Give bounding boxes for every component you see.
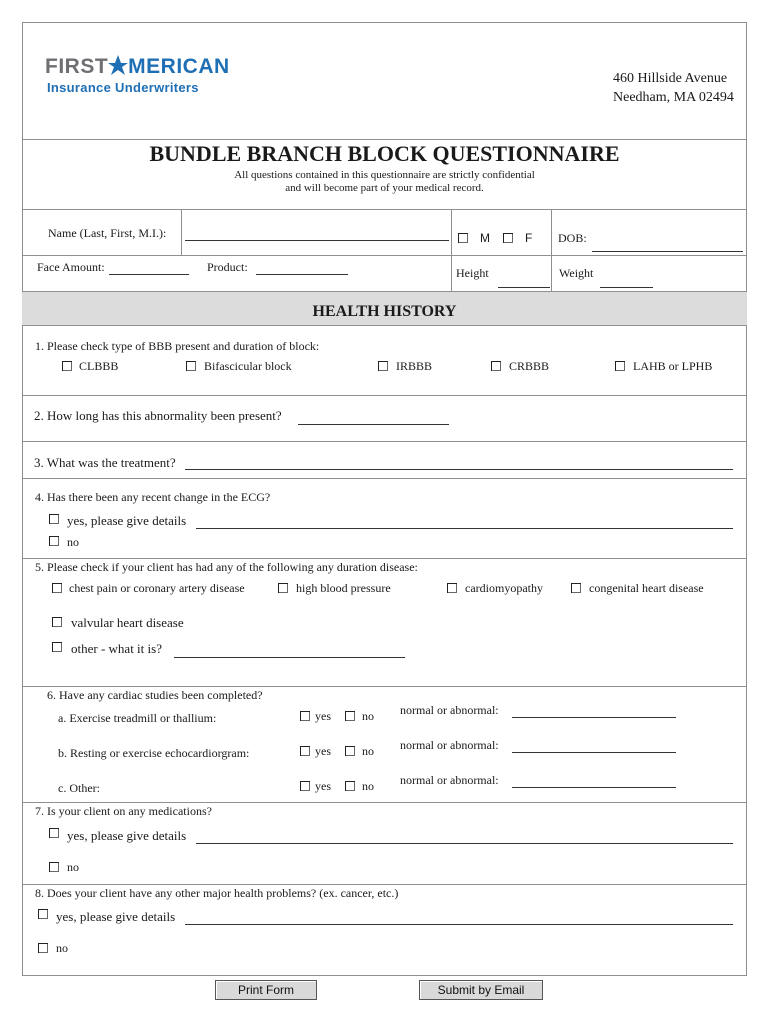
q3-field[interactable] xyxy=(185,469,733,470)
logo-american: MERICAN xyxy=(128,55,230,78)
bifascicular-label: Bifascicular block xyxy=(204,359,292,373)
name-field[interactable] xyxy=(185,240,449,241)
divider xyxy=(22,255,747,256)
q7-yes-checkbox[interactable] xyxy=(49,828,59,838)
logo-first: FIRST xyxy=(45,55,109,78)
q8-yes-label: yes, please give details xyxy=(56,909,176,924)
divider xyxy=(22,139,747,140)
q4-yes-label: yes, please give details xyxy=(67,513,187,528)
irbbb-checkbox[interactable] xyxy=(378,361,388,371)
divider xyxy=(22,802,747,803)
product-label: Product: xyxy=(207,260,248,274)
study-b-label: b. Resting or exercise echocardiorgram: xyxy=(58,746,250,760)
study-b-result-field[interactable] xyxy=(512,752,676,753)
weight-field[interactable] xyxy=(600,287,653,288)
study-a-no-label: no xyxy=(362,709,374,723)
valvular-label: valvular heart disease xyxy=(71,615,184,630)
company-logo xyxy=(45,54,230,79)
study-c-no-label: no xyxy=(362,779,374,793)
chest-pain-checkbox[interactable] xyxy=(52,583,62,593)
divider xyxy=(181,209,182,255)
study-c-label: c. Other: xyxy=(58,781,100,795)
section-title: HEALTH HISTORY xyxy=(312,303,457,320)
lahb-checkbox[interactable] xyxy=(615,361,625,371)
study-a-no-checkbox[interactable] xyxy=(345,711,355,721)
divider xyxy=(22,395,747,396)
congenital-label: congenital heart disease xyxy=(589,581,704,595)
crbbb-checkbox[interactable] xyxy=(491,361,501,371)
q8-no-label: no xyxy=(56,941,68,955)
q6-label: 6. Have any cardiac studies been completed? xyxy=(47,688,263,702)
congenital-checkbox[interactable] xyxy=(571,583,581,593)
study-c-yes-label: yes xyxy=(315,779,331,793)
q7-no-label: no xyxy=(67,860,79,874)
print-form-button[interactable]: Print Form xyxy=(215,980,317,1000)
study-b-yes-label: yes xyxy=(315,744,331,758)
study-b-no-label: no xyxy=(362,744,374,758)
divider xyxy=(22,209,747,210)
crbbb-label: CRBBB xyxy=(509,359,550,373)
confidential-line2: and will become part of your medical record. xyxy=(285,182,484,194)
page-title: BUNDLE BRANCH BLOCK QUESTIONNAIRE xyxy=(149,141,620,166)
bifascicular-checkbox[interactable] xyxy=(186,361,196,371)
logo-subtitle: Insurance Underwriters xyxy=(47,80,199,95)
other-disease-field[interactable] xyxy=(174,657,405,658)
clbbb-label: CLBBB xyxy=(79,359,119,373)
dob-field[interactable] xyxy=(592,251,743,252)
q7-yes-label: yes, please give details xyxy=(67,828,187,843)
valvular-checkbox[interactable] xyxy=(52,617,62,627)
q7-label: 7. Is your client on any medications? xyxy=(35,804,212,818)
submit-email-button[interactable]: Submit by Email xyxy=(419,980,543,1000)
height-label: Height xyxy=(456,266,489,280)
dob-label: DOB: xyxy=(558,231,587,245)
q8-details-field[interactable] xyxy=(185,924,733,925)
q1-label: 1. Please check type of BBB present and duration of block: xyxy=(35,339,320,353)
study-a-result-label: normal or abnormal: xyxy=(400,703,499,717)
female-checkbox[interactable] xyxy=(503,233,513,243)
face-amount-label: Face Amount: xyxy=(37,260,105,274)
product-field[interactable] xyxy=(256,274,348,275)
address-line1: 460 Hillside Avenue xyxy=(613,71,728,86)
irbbb-label: IRBBB xyxy=(396,359,433,373)
study-b-result-label: normal or abnormal: xyxy=(400,738,499,752)
study-b-yes-checkbox[interactable] xyxy=(300,746,310,756)
weight-label: Weight xyxy=(559,266,594,280)
male-label: M xyxy=(480,231,490,245)
q2-field[interactable] xyxy=(298,424,449,425)
study-c-no-checkbox[interactable] xyxy=(345,781,355,791)
study-b-no-checkbox[interactable] xyxy=(345,746,355,756)
q3-label: 3. What was the treatment? xyxy=(34,455,176,470)
other-disease-label: other - what it is? xyxy=(71,641,162,656)
study-c-result-label: normal or abnormal: xyxy=(400,773,499,787)
q8-no-checkbox[interactable] xyxy=(38,943,48,953)
blood-pressure-label: high blood pressure xyxy=(296,581,391,595)
face-amount-field[interactable] xyxy=(109,274,189,275)
q8-label: 8. Does your client have any other major health problems? (ex. cancer, etc.) xyxy=(35,886,399,900)
divider xyxy=(551,209,552,291)
divider xyxy=(22,441,747,442)
q7-no-checkbox[interactable] xyxy=(49,862,59,872)
divider xyxy=(22,686,747,687)
study-a-label: a. Exercise treadmill or thallium: xyxy=(58,711,217,725)
q4-label: 4. Has there been any recent change in the ECG? xyxy=(35,490,271,504)
female-label: F xyxy=(525,231,533,245)
lahb-label: LAHB or LPHB xyxy=(633,359,713,373)
address-line2: Needham, MA 02494 xyxy=(613,90,734,105)
study-c-yes-checkbox[interactable] xyxy=(300,781,310,791)
q2-label: 2. How long has this abnormality been present? xyxy=(34,408,282,423)
divider xyxy=(22,884,747,885)
name-label: Name (Last, First, M.I.): xyxy=(48,226,167,240)
divider xyxy=(22,558,747,559)
other-disease-checkbox[interactable] xyxy=(52,642,62,652)
cardiomyopathy-label: cardiomyopathy xyxy=(465,581,543,595)
study-c-result-field[interactable] xyxy=(512,787,676,788)
male-checkbox[interactable] xyxy=(458,233,468,243)
q4-no-checkbox[interactable] xyxy=(49,536,59,546)
q5-label: 5. Please check if your client has had any of the following any duration disease: xyxy=(35,560,418,574)
clbbb-checkbox[interactable] xyxy=(62,361,72,371)
divider xyxy=(22,478,747,479)
divider xyxy=(451,209,452,291)
chest-pain-label: chest pain or coronary artery disease xyxy=(69,581,245,595)
cardiomyopathy-checkbox[interactable] xyxy=(447,583,457,593)
logo-star-icon xyxy=(107,54,129,76)
confidential-line1: All questions contained in this questionnaire are strictly confidential xyxy=(234,169,535,181)
q4-details-field[interactable] xyxy=(196,528,733,529)
height-field[interactable] xyxy=(498,287,550,288)
q4-yes-checkbox[interactable] xyxy=(49,514,59,524)
blood-pressure-checkbox[interactable] xyxy=(278,583,288,593)
study-a-yes-checkbox[interactable] xyxy=(300,711,310,721)
study-a-result-field[interactable] xyxy=(512,717,676,718)
study-a-yes-label: yes xyxy=(315,709,331,723)
q8-yes-checkbox[interactable] xyxy=(38,909,48,919)
q7-details-field[interactable] xyxy=(196,843,733,844)
q4-no-label: no xyxy=(67,535,79,549)
